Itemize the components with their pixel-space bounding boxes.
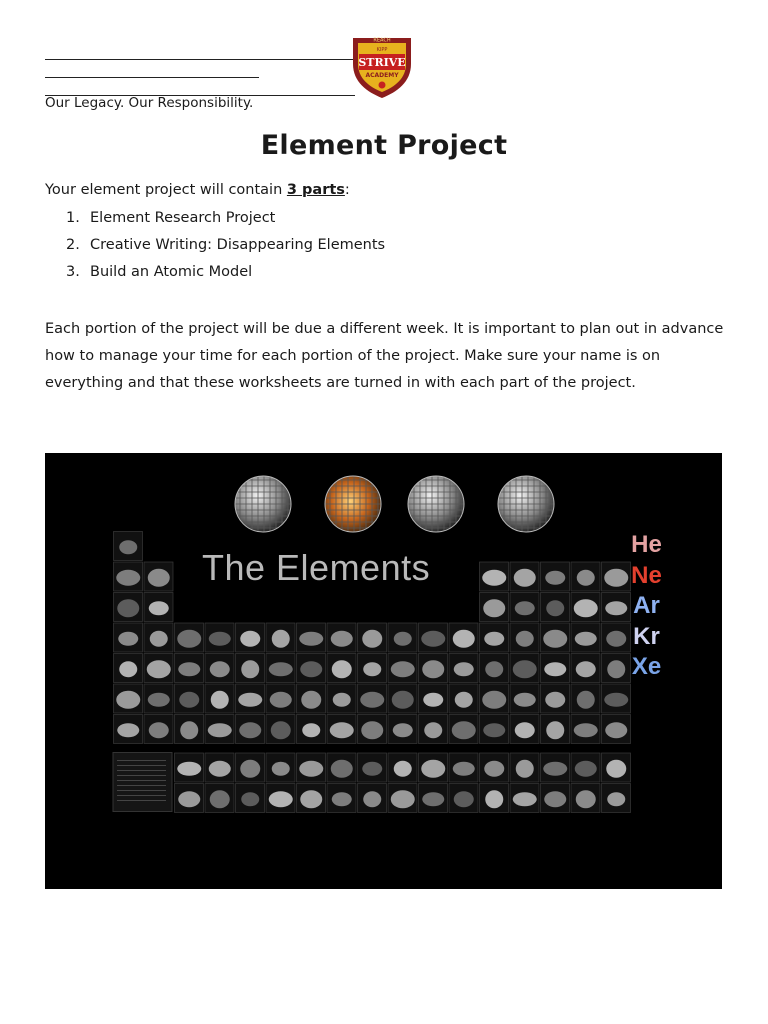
- element-sample: [116, 570, 140, 586]
- logo-text-small: KIPP: [376, 47, 388, 53]
- element-sample: [300, 661, 322, 677]
- element-sample: [516, 760, 534, 778]
- logo-text-top: REACH: [373, 37, 391, 44]
- element-sample: [545, 571, 565, 585]
- element-sample: [483, 599, 505, 617]
- element-sample: [148, 569, 170, 587]
- element-sample: [330, 722, 354, 738]
- element-sample: [421, 631, 445, 647]
- element-sample: [209, 632, 231, 646]
- school-logo: [349, 34, 415, 100]
- list-item: [66, 262, 385, 289]
- list-number: 2.: [66, 237, 80, 253]
- element-sample: [605, 722, 627, 738]
- element-sample: [515, 722, 535, 738]
- element-sample: [360, 692, 384, 708]
- element-sample: [119, 661, 137, 677]
- noble-gas-symbol: Ne: [631, 561, 662, 589]
- element-sample: [514, 693, 536, 707]
- list-item-label: Element Research Project: [90, 210, 276, 226]
- periodic-table-grid: [45, 453, 722, 889]
- element-sample: [361, 721, 383, 739]
- element-sample: [391, 790, 415, 808]
- poster-title: The Elements: [202, 547, 431, 588]
- element-sample: [210, 790, 230, 808]
- element-sample: [454, 791, 474, 807]
- element-sample: [211, 691, 229, 709]
- name-line[interactable]: [45, 44, 355, 60]
- element-sample: [575, 761, 597, 777]
- element-sample: [270, 692, 292, 708]
- element-sample: [391, 661, 415, 677]
- element-sample: [482, 570, 506, 586]
- class-line[interactable]: [45, 80, 355, 96]
- element-sample: [576, 790, 596, 808]
- intro-text: [45, 182, 350, 198]
- sphere-cage: [498, 476, 554, 532]
- element-sample: [575, 632, 597, 646]
- element-sample: [147, 660, 171, 678]
- element-sample: [241, 660, 259, 678]
- element-sample: [454, 662, 474, 676]
- element-sample: [514, 569, 536, 587]
- element-sample: [180, 721, 198, 739]
- list-number: 3.: [66, 264, 80, 280]
- element-sample: [362, 630, 382, 648]
- element-sample: [423, 693, 443, 707]
- element-sample: [513, 792, 537, 806]
- element-sample: [272, 630, 290, 648]
- noble-gas-symbol: He: [631, 531, 662, 558]
- sphere-cage: [408, 476, 464, 532]
- logo-text-sub: ACADEMY: [365, 72, 399, 79]
- element-sample: [178, 662, 200, 676]
- element-sample: [301, 691, 321, 709]
- noble-gas-symbol: Xe: [631, 653, 662, 680]
- element-sample: [483, 723, 505, 737]
- element-sample: [422, 792, 444, 806]
- element-sample: [299, 632, 323, 646]
- element-sample: [574, 599, 598, 617]
- element-sample: [208, 723, 232, 737]
- element-sample: [452, 721, 476, 739]
- element-sample: [392, 691, 414, 709]
- element-sample: [149, 722, 169, 738]
- element-sample: [576, 661, 596, 677]
- element-sample: [424, 722, 442, 738]
- element-sample: [238, 693, 262, 707]
- element-sample: [117, 723, 139, 737]
- element-sample: [117, 599, 139, 617]
- sphere-cage: [325, 476, 381, 532]
- intro-suffix: :: [344, 182, 350, 198]
- element-sample: [300, 790, 322, 808]
- date-line[interactable]: [45, 62, 259, 78]
- element-sample: [421, 760, 445, 778]
- element-sample: [269, 791, 293, 807]
- element-sample: [577, 570, 595, 586]
- element-sample: [544, 662, 566, 676]
- element-sample: [363, 791, 381, 807]
- element-sample: [485, 790, 503, 808]
- element-sample: [604, 569, 628, 587]
- logo-text-main: STRIVE: [358, 56, 406, 69]
- school-motto: Our Legacy. Our Responsibility.: [45, 95, 254, 111]
- element-sample: [119, 540, 137, 554]
- element-sample: [269, 662, 293, 676]
- element-sample: [453, 630, 475, 648]
- element-sample: [513, 660, 537, 678]
- page-title: Element Project: [260, 130, 508, 161]
- element-sample: [239, 722, 261, 738]
- element-sample: [240, 760, 260, 778]
- element-sample: [177, 630, 201, 648]
- element-sample: [422, 660, 444, 678]
- element-sample: [241, 792, 259, 806]
- element-sample: [607, 660, 625, 678]
- element-sample: [606, 631, 626, 647]
- element-sample: [543, 630, 567, 648]
- element-sample: [607, 792, 625, 806]
- list-number: 1.: [66, 210, 80, 226]
- element-sample: [332, 792, 352, 806]
- sphere-row: [235, 476, 554, 532]
- element-sample: [393, 723, 413, 737]
- element-sample: [272, 762, 290, 776]
- element-sample: [118, 632, 138, 646]
- element-sample: [299, 761, 323, 777]
- element-sample: [605, 601, 627, 615]
- noble-gas-symbol: Ar: [633, 592, 660, 619]
- element-sample: [394, 632, 412, 646]
- list-item: [66, 235, 385, 262]
- element-sample: [546, 721, 564, 739]
- element-sample: [179, 692, 199, 708]
- element-sample: [149, 601, 169, 615]
- element-sample: [363, 662, 381, 676]
- element-sample: [240, 631, 260, 647]
- element-sample: [362, 762, 382, 776]
- element-sample: [332, 660, 352, 678]
- element-sample: [455, 692, 473, 708]
- element-sample: [302, 723, 320, 737]
- element-sample: [394, 761, 412, 777]
- intro-prefix: Your element project will contain: [45, 182, 287, 198]
- element-sample: [516, 631, 534, 647]
- element-sample: [515, 601, 535, 615]
- sphere-cage: [235, 476, 291, 532]
- parts-list: [66, 208, 385, 289]
- element-sample: [482, 691, 506, 709]
- element-sample: [453, 762, 475, 776]
- element-sample: [484, 632, 504, 646]
- intro-bold: 3 parts: [286, 182, 345, 198]
- element-sample: [178, 791, 200, 807]
- element-sample: [484, 761, 504, 777]
- elements-poster-image: [45, 453, 722, 889]
- element-sample: [210, 661, 230, 677]
- element-sample: [546, 600, 564, 616]
- element-sample: [331, 631, 353, 647]
- element-sample: [177, 762, 201, 776]
- list-item-label: Creative Writing: Disappearing Elements: [90, 237, 386, 253]
- element-sample: [485, 661, 503, 677]
- instructions-paragraph: Each portion of the project will be due a different week. It is important to plan out in advance how to manage your time for each portion of the project. Make sure your name is on everything and that these worksheets are turned in with each part of the project.: [45, 321, 724, 391]
- list-item-label: Build an Atomic Model: [90, 264, 253, 280]
- noble-gas-symbol: Kr: [633, 622, 660, 650]
- element-sample: [545, 692, 565, 708]
- element-sample: [606, 760, 626, 778]
- element-sample: [574, 723, 598, 737]
- element-sample: [116, 691, 140, 709]
- element-sample: [331, 760, 353, 778]
- element-sample: [543, 762, 567, 776]
- element-sample: [150, 631, 168, 647]
- element-sample: [333, 693, 351, 707]
- element-sample: [604, 693, 628, 707]
- element-sample: [544, 791, 566, 807]
- list-item: [66, 208, 385, 235]
- element-sample: [271, 721, 291, 739]
- element-sample: [148, 693, 170, 707]
- element-sample: [209, 761, 231, 777]
- element-sample: [577, 691, 595, 709]
- header-signature-lines: [45, 44, 355, 98]
- legend-block: [113, 753, 172, 812]
